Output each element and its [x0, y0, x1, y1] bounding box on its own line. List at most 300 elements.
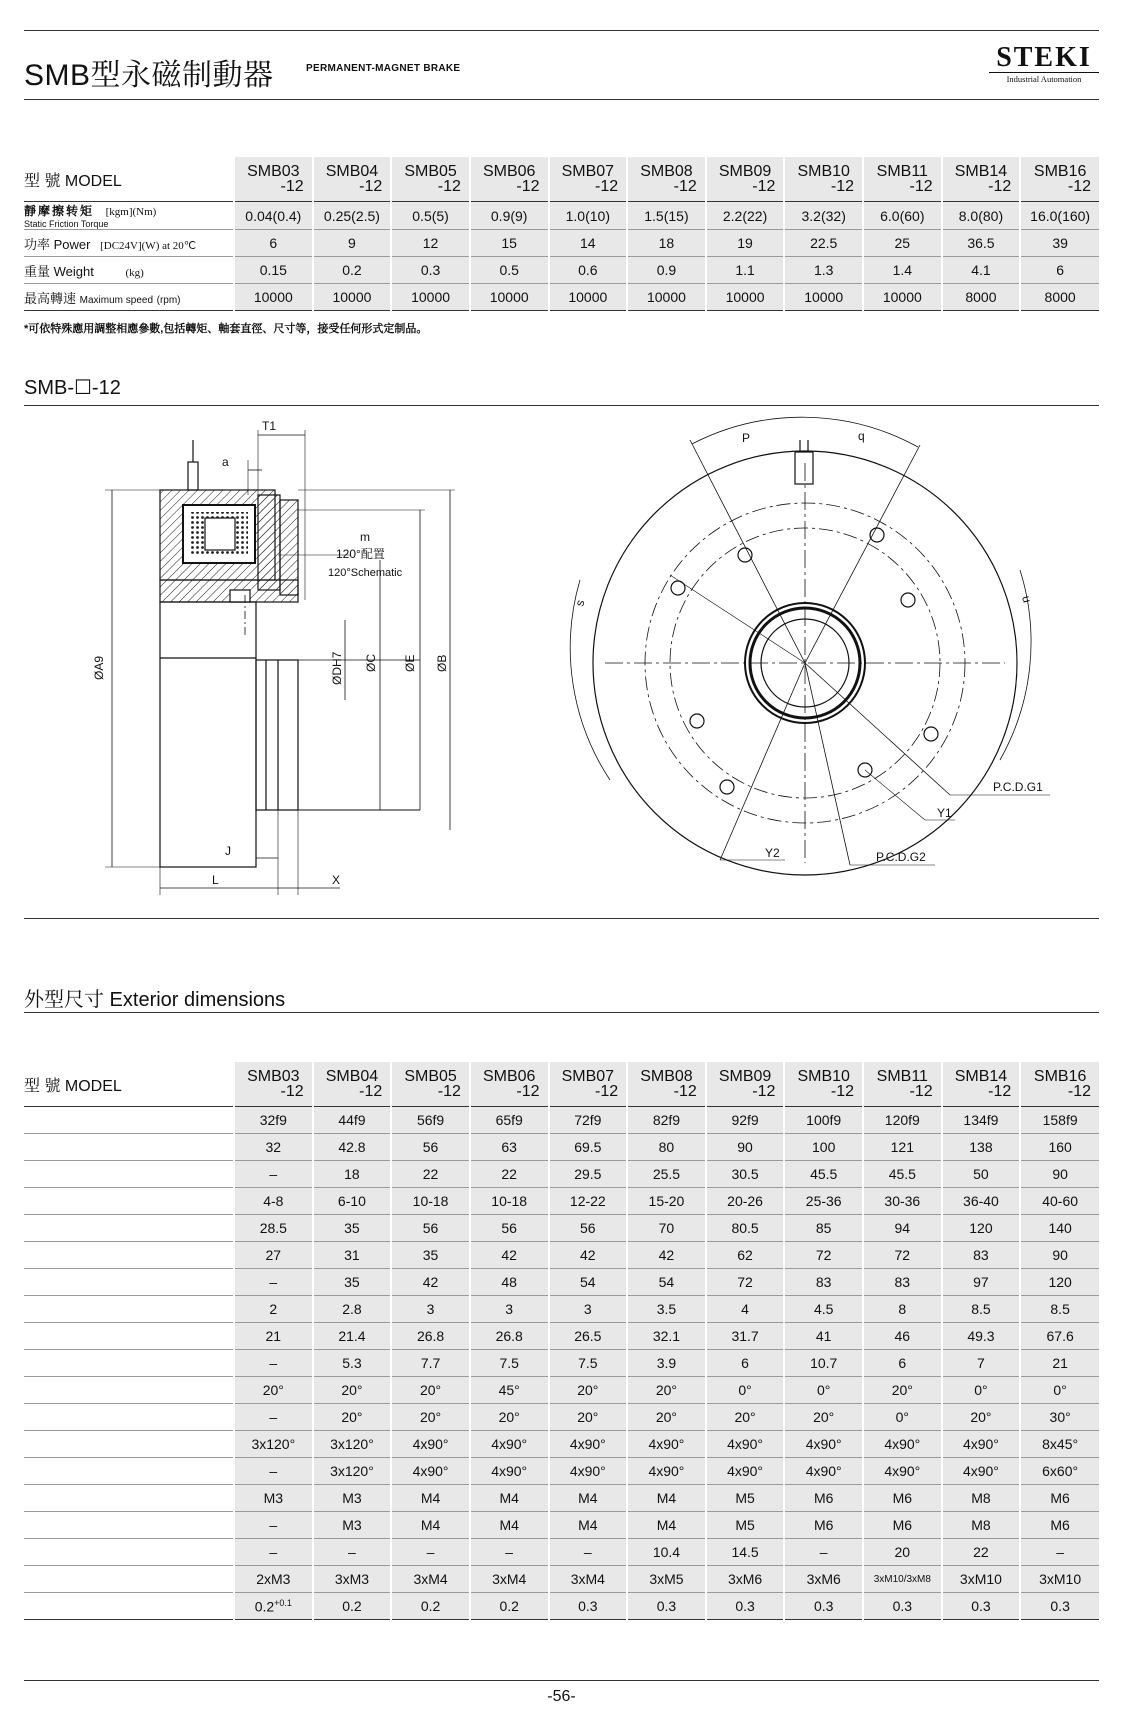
model-suffix: -12 — [988, 178, 1012, 195]
cell-value: M8 — [971, 1517, 991, 1533]
cell-value: 4x90° — [805, 1463, 842, 1479]
speed-unit: (rpm) — [156, 294, 181, 306]
table-cell — [234, 1539, 313, 1566]
cell-value: 3xM3 — [334, 1571, 370, 1587]
cell-value: 120 — [969, 1220, 993, 1236]
model-header-smb04 — [313, 1062, 392, 1107]
table-cell — [784, 1161, 863, 1188]
cell-value: 67.6 — [1046, 1328, 1074, 1344]
cell-value: 45° — [498, 1382, 520, 1398]
cell-value: 100f9 — [806, 1112, 842, 1128]
cell-value: 42 — [658, 1247, 675, 1263]
label-a: a — [222, 455, 229, 469]
table-cell: 36.5 — [942, 230, 1021, 257]
cell-value: 0.3 — [656, 1598, 677, 1614]
table-cell — [863, 1458, 942, 1485]
torque-label-cn: 靜摩擦转矩 — [24, 204, 95, 218]
arc-pq — [692, 417, 918, 447]
model-header-smb03 — [234, 1062, 313, 1107]
model-suffix: -12 — [516, 1083, 540, 1100]
cell-value: 100 — [812, 1139, 836, 1155]
cell-value: 160 — [1048, 1139, 1072, 1155]
cell-value: 56 — [422, 1220, 439, 1236]
table-cell — [549, 1458, 628, 1485]
cell-value: 0.3 — [892, 1598, 913, 1614]
table-cell: 8000 — [942, 284, 1021, 311]
cell-value: 3xM10/3xM8 — [873, 1573, 931, 1585]
table-cell — [627, 1350, 706, 1377]
table-cell — [863, 1350, 942, 1377]
model-name: SMB09 — [718, 1068, 772, 1085]
table-cell — [863, 1242, 942, 1269]
label-y1: Y1 — [937, 806, 952, 820]
model-suffix: -12 — [595, 1083, 619, 1100]
table-row — [24, 1161, 1099, 1188]
cell-value: 22 — [973, 1544, 989, 1560]
cell-value: 20° — [577, 1409, 599, 1425]
model-suffix: -12 — [830, 1083, 854, 1100]
cell-value: 3x120° — [251, 1436, 296, 1452]
table-cell: 12 — [391, 230, 470, 257]
table-cell — [470, 1512, 549, 1539]
table-cell — [234, 1350, 313, 1377]
table-cell — [391, 1134, 470, 1161]
table-cell — [1020, 1566, 1099, 1593]
table-cell: 9 — [313, 230, 392, 257]
table-cell — [234, 1377, 313, 1404]
table-cell — [549, 1269, 628, 1296]
table-cell — [1020, 1215, 1099, 1242]
table-cell — [863, 1539, 942, 1566]
cell-value: 32f9 — [259, 1112, 287, 1128]
model-suffix: -12 — [359, 1083, 383, 1100]
row-label — [24, 1269, 234, 1296]
table-row — [24, 1539, 1099, 1566]
cell-value: 0.3 — [735, 1598, 755, 1614]
table-cell — [706, 1161, 785, 1188]
table-cell — [627, 1242, 706, 1269]
table-row — [24, 1404, 1099, 1431]
table-cell — [234, 1323, 313, 1350]
table-cell — [234, 1458, 313, 1485]
table-cell — [549, 1161, 628, 1188]
table-cell: 0.5 — [470, 257, 549, 284]
table-cell — [234, 1431, 313, 1458]
lower-hub — [256, 660, 298, 810]
cell-value: 20° — [655, 1409, 678, 1425]
table-cell — [470, 1134, 549, 1161]
cell-value: 8.5 — [971, 1301, 991, 1317]
cell-value: 4x90° — [884, 1463, 921, 1479]
table-cell — [1020, 1296, 1099, 1323]
table-cell — [313, 1296, 392, 1323]
table-cell — [470, 1323, 549, 1350]
table-cell — [313, 1404, 392, 1431]
cell-value: 63 — [501, 1139, 517, 1155]
table-cell — [313, 1458, 392, 1485]
cell-value: 72f9 — [574, 1112, 602, 1128]
table-cell — [391, 1269, 470, 1296]
table-cell — [627, 1134, 706, 1161]
cell-value: M5 — [735, 1517, 755, 1533]
model-name: SMB14 — [954, 163, 1008, 180]
cell-value: 54 — [658, 1274, 675, 1290]
table-cell — [784, 1458, 863, 1485]
table-cell — [234, 1512, 313, 1539]
row-label — [24, 1377, 234, 1404]
table-cell — [1020, 1377, 1099, 1404]
cell-value: 26.5 — [574, 1328, 602, 1344]
table-cell — [1020, 1404, 1099, 1431]
cell-value: 0° — [1053, 1382, 1067, 1398]
model-name: SMB07 — [561, 163, 615, 180]
table-cell: 19 — [706, 230, 785, 257]
table-cell — [391, 1566, 470, 1593]
table-cell — [549, 1215, 628, 1242]
model-name: SMB11 — [876, 163, 928, 180]
table-cell — [784, 1404, 863, 1431]
table-cell — [234, 1188, 313, 1215]
table-cell — [706, 1242, 785, 1269]
table-cell — [942, 1404, 1021, 1431]
cell-value: 0° — [974, 1382, 988, 1398]
cell-value: 15-20 — [648, 1193, 685, 1209]
table-cell — [706, 1593, 785, 1620]
model-header-smb07 — [549, 1062, 628, 1107]
cell-value: 2xM3 — [256, 1571, 291, 1587]
cell-value: 25.5 — [652, 1166, 681, 1182]
cell-value: 10-18 — [412, 1193, 449, 1209]
table-cell — [706, 1377, 785, 1404]
cell-value: 45.5 — [810, 1166, 838, 1182]
cell-value: M3 — [342, 1490, 362, 1506]
cell-value: 20-26 — [727, 1193, 763, 1209]
table-cell: 1.4 — [863, 257, 942, 284]
model-header-smb09 — [706, 1062, 785, 1107]
row-label — [24, 1242, 234, 1269]
cell-value: 4.5 — [813, 1301, 834, 1317]
table-cell — [1020, 1161, 1099, 1188]
cell-value: M4 — [578, 1490, 598, 1506]
cell-value: 85 — [815, 1220, 832, 1236]
model-name: SMB16 — [1033, 1068, 1087, 1085]
table-cell — [549, 1431, 628, 1458]
table-cell: 6.0(60) — [863, 202, 942, 230]
table-cell — [234, 1485, 313, 1512]
cell-value: 3xM10 — [1039, 1571, 1082, 1587]
table-cell — [313, 1161, 392, 1188]
table-cell — [627, 1512, 706, 1539]
cell-value: 0.2 — [420, 1598, 441, 1614]
model-name: SMB08 — [640, 163, 693, 180]
cell-value: 20° — [262, 1382, 284, 1398]
table-cell: 0.6 — [549, 257, 628, 284]
table-row — [24, 1593, 1099, 1620]
table-cell: 16.0(160) — [1020, 202, 1099, 230]
cell-value: 92f9 — [731, 1112, 759, 1128]
table-row — [24, 1485, 1099, 1512]
table-cell — [391, 1377, 470, 1404]
table-cell — [942, 1539, 1021, 1566]
table-cell — [863, 1404, 942, 1431]
cell-value: 12-22 — [569, 1193, 606, 1209]
row-label — [24, 1566, 234, 1593]
cell-value: – — [269, 1463, 278, 1479]
cell-value: 22 — [422, 1166, 439, 1182]
cell-value: 140 — [1048, 1220, 1072, 1236]
table-cell — [942, 1215, 1021, 1242]
torque-label-en: Static Friction Torque — [24, 219, 109, 229]
logo-tagline: Industrial Automation — [1006, 74, 1082, 84]
dims-section-title: 外型尺寸 Exterior dimensions — [24, 989, 286, 1011]
table-cell — [549, 1485, 628, 1512]
row-label — [24, 1215, 234, 1242]
model-suffix: -12 — [437, 178, 461, 195]
table-cell: 0.9 — [627, 257, 706, 284]
dims-model-label: 型 號 MODEL — [24, 1062, 234, 1107]
table-cell — [1020, 1593, 1099, 1620]
cell-value: 4x90° — [648, 1436, 685, 1452]
table-cell — [391, 1107, 470, 1134]
weight-label-text: 重量 Weight — [24, 263, 94, 279]
table-cell — [1020, 1242, 1099, 1269]
cell-value: 3.9 — [656, 1355, 677, 1371]
table-cell — [784, 1431, 863, 1458]
table-cell: 0.25(2.5) — [313, 202, 392, 230]
table-cell: 6 — [234, 230, 313, 257]
table-cell — [470, 1350, 549, 1377]
model-name: SMB06 — [482, 163, 536, 180]
table-cell: 6 — [1020, 257, 1099, 284]
customization-note: *可依特殊應用調整相應參數,包括轉矩、軸套直徑、尺寸等，接受任何形式定制品。 — [24, 323, 428, 335]
table-cell: 25 — [863, 230, 942, 257]
cell-value: 48 — [501, 1274, 517, 1290]
label-t1: T1 — [262, 419, 277, 433]
cell-value: 45.5 — [888, 1166, 916, 1182]
table-cell — [784, 1512, 863, 1539]
table-cell — [234, 1134, 313, 1161]
model-name: SMB08 — [640, 1068, 693, 1085]
cell-value: 42 — [580, 1247, 596, 1263]
front-view — [570, 417, 1050, 875]
cell-value: 3 — [505, 1301, 514, 1317]
cell-value: 3x120° — [330, 1463, 374, 1479]
table-cell — [863, 1107, 942, 1134]
table-cell: 18 — [627, 230, 706, 257]
cell-value: 0.3 — [578, 1598, 598, 1614]
label-schematic-en: 120°Schematic — [328, 567, 403, 579]
table-cell: 10000 — [313, 284, 392, 311]
row-label — [24, 1107, 234, 1134]
table-cell — [470, 1566, 549, 1593]
table-cell — [313, 1485, 392, 1512]
cell-value: M4 — [656, 1517, 677, 1533]
torque-unit: [kgm](Nm) — [105, 206, 157, 218]
cell-value: 90 — [737, 1139, 753, 1155]
table-cell: 22.5 — [784, 230, 863, 257]
table-cell — [942, 1269, 1021, 1296]
table-cell — [1020, 1539, 1099, 1566]
table-cell — [706, 1485, 785, 1512]
cell-value: M3 — [342, 1517, 362, 1533]
cell-value: 35 — [344, 1274, 360, 1290]
table-cell — [942, 1323, 1021, 1350]
model-suffix: -12 — [752, 178, 776, 195]
model-suffix: -12 — [988, 1083, 1012, 1100]
table-cell — [391, 1512, 470, 1539]
keyway — [230, 590, 250, 602]
table-cell — [942, 1593, 1021, 1620]
label-m: m — [360, 530, 370, 544]
cell-value: 20° — [341, 1382, 363, 1398]
model-suffix: -12 — [673, 178, 697, 195]
cell-value: 70 — [658, 1220, 675, 1236]
cell-value: 20° — [419, 1382, 442, 1398]
table-cell — [391, 1404, 470, 1431]
table-cell — [470, 1296, 549, 1323]
cell-value: M4 — [656, 1490, 677, 1506]
table-cell — [391, 1458, 470, 1485]
cell-value: 35 — [422, 1247, 439, 1263]
table-cell — [470, 1593, 549, 1620]
model-suffix: -12 — [280, 178, 304, 195]
table-cell — [549, 1593, 628, 1620]
cell-value: 83 — [894, 1274, 911, 1290]
table-cell — [234, 1404, 313, 1431]
cell-value: 6x60° — [1042, 1463, 1079, 1479]
cell-value: M8 — [971, 1490, 991, 1506]
logo-brand: STEKI — [989, 44, 1099, 73]
label-g2: P.C.D.G2 — [876, 850, 926, 864]
table-cell — [470, 1431, 549, 1458]
table-cell: 10000 — [627, 284, 706, 311]
cell-value: M6 — [892, 1517, 913, 1533]
table-cell — [391, 1188, 470, 1215]
table-cell — [549, 1242, 628, 1269]
power-unit: [DC24V](W) at 20℃ — [100, 239, 197, 252]
cell-value: M3 — [263, 1490, 284, 1506]
table-cell — [706, 1134, 785, 1161]
cell-value: 4 — [741, 1301, 749, 1317]
label-p: P — [742, 431, 751, 445]
cell-value: 0.3 — [971, 1598, 991, 1614]
table-cell — [706, 1323, 785, 1350]
table-cell — [784, 1377, 863, 1404]
cell-value: 20° — [891, 1382, 913, 1398]
table-cell — [313, 1512, 392, 1539]
cell-value: 3xM4 — [570, 1571, 605, 1587]
cell-value: 4x90° — [648, 1463, 685, 1479]
cell-value: 4x90° — [962, 1463, 999, 1479]
table-cell: 1.5(15) — [627, 202, 706, 230]
cell-value: 4x90° — [727, 1463, 764, 1479]
model-suffix: -12 — [359, 178, 383, 195]
label-s: s — [572, 598, 588, 608]
model-name: SMB14 — [954, 1068, 1008, 1085]
cell-value: 6 — [741, 1355, 749, 1371]
page-number: -56- — [547, 1688, 576, 1705]
table-cell — [391, 1242, 470, 1269]
table-row — [24, 1377, 1099, 1404]
table-cell — [863, 1431, 942, 1458]
table-cell — [391, 1593, 470, 1620]
cell-value: 49.3 — [967, 1328, 995, 1344]
table-cell — [784, 1242, 863, 1269]
cell-value: 21.4 — [338, 1328, 366, 1344]
cell-value: M6 — [813, 1517, 834, 1533]
model-name: SMB03 — [247, 163, 300, 180]
cell-value: 6-10 — [337, 1193, 366, 1209]
table-cell — [1020, 1269, 1099, 1296]
table-cell: 10000 — [234, 284, 313, 311]
cell-value: 20° — [813, 1409, 835, 1425]
cell-value: M4 — [420, 1517, 441, 1533]
model-suffix: -12 — [280, 1083, 304, 1100]
table-cell — [234, 1242, 313, 1269]
label-x: X — [332, 873, 341, 887]
cell-value: – — [269, 1166, 278, 1182]
table-cell — [391, 1296, 470, 1323]
cell-value: 30-36 — [884, 1193, 921, 1209]
table-cell — [234, 1269, 313, 1296]
table-cell — [1020, 1485, 1099, 1512]
table-cell — [1020, 1512, 1099, 1539]
table-cell — [863, 1593, 942, 1620]
model-suffix: -12 — [673, 1083, 697, 1100]
table-cell — [313, 1215, 392, 1242]
table-cell — [863, 1296, 942, 1323]
table-cell: 1.1 — [706, 257, 785, 284]
cell-value: – — [583, 1544, 592, 1560]
cell-value: 21 — [265, 1328, 282, 1344]
cell-value: – — [269, 1274, 278, 1290]
table-cell — [627, 1566, 706, 1593]
model-suffix: -12 — [1067, 178, 1091, 195]
table-cell — [863, 1134, 942, 1161]
model-name: SMB05 — [404, 1068, 457, 1085]
table-cell — [391, 1350, 470, 1377]
table-cell — [942, 1431, 1021, 1458]
model-name: SMB03 — [247, 1068, 300, 1085]
cell-value: 121 — [890, 1139, 914, 1155]
cell-value: – — [269, 1355, 278, 1371]
table-cell — [470, 1215, 549, 1242]
cell-value: 4x90° — [491, 1436, 528, 1452]
table-cell — [706, 1539, 785, 1566]
table-cell — [942, 1566, 1021, 1593]
cell-value: 20° — [419, 1409, 442, 1425]
row-label — [24, 1404, 234, 1431]
table-cell — [706, 1269, 785, 1296]
cell-value: 0° — [816, 1382, 831, 1398]
table-cell: 10000 — [470, 284, 549, 311]
table-cell — [234, 1215, 313, 1242]
row-label — [24, 1539, 234, 1566]
table-cell — [313, 1107, 392, 1134]
table-cell — [234, 1593, 313, 1620]
table-cell — [784, 1539, 863, 1566]
table-cell — [470, 1377, 549, 1404]
row-label — [24, 1485, 234, 1512]
model-label: 型 號 MODEL — [24, 157, 234, 202]
speed-label-text: 最高轉速 — [24, 290, 77, 306]
table-cell — [942, 1350, 1021, 1377]
table-cell — [627, 1377, 706, 1404]
table-cell: 10000 — [549, 284, 628, 311]
table-cell — [1020, 1350, 1099, 1377]
row-label — [24, 1512, 234, 1539]
table-row — [24, 1431, 1099, 1458]
